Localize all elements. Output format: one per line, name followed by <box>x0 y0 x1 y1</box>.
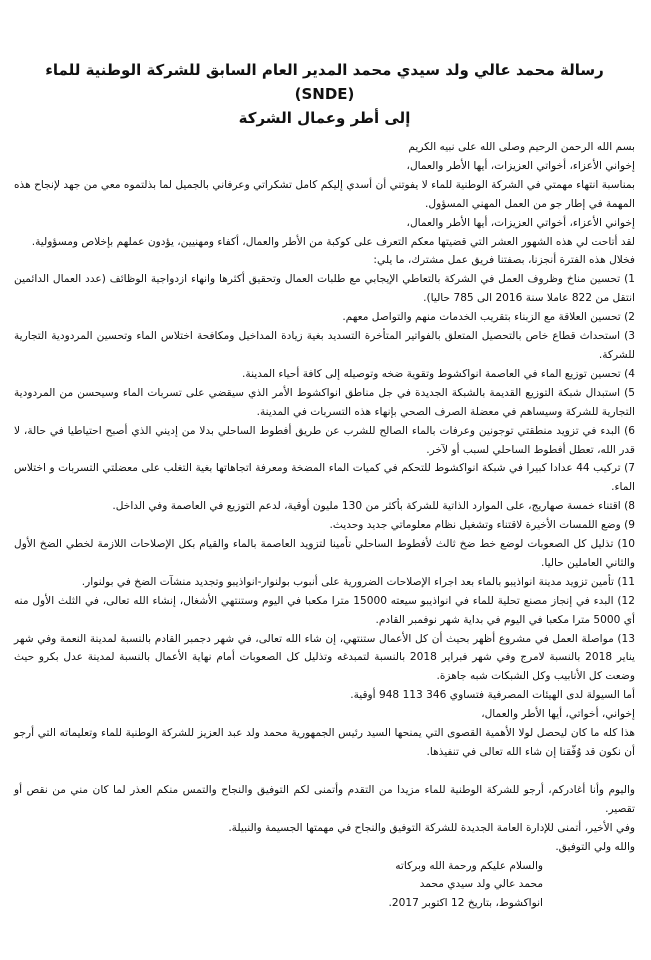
greeting-line: إخواني الأعزاء، أخواتي العزيزات، أيها الأطر والعمال، <box>406 159 635 172</box>
closing-prayer: والله ولي التوفيق. <box>555 840 635 853</box>
achievement-item: 9) وضع اللمسات الأخيرة لاقتناء وتشغيل نظام معلوماتي جديد وحديث. <box>329 519 635 532</box>
achievement-item: 5) استبدال شبكة التوزيع القديمة بالشبكة الجديدة في جل مناطق انواكشوط الأمر الذي سيقضي على تسربات الماء وسيحسن من المردودية التجارية للشركة وسيساهم في معضلة الصرف الصحي بإنهاء هذه التسربات في المدينة. <box>14 386 635 418</box>
achievement-item: 7) تركيب 44 عدادا كبيرا في شبكة انواكشوط للتحكم في كميات الماء المضخة ومعرفة اتجاهاتها بغية التغلب على معضلتي التسربات و اختلاس الماء. <box>14 462 635 494</box>
letter-subtitle: إلى أطر وعمال الشركة <box>238 109 411 127</box>
achievement-item: 2) تحسين العلاقة مع الزبناء بتقريب الخدمات منهم والتواصل معهم. <box>342 311 635 324</box>
closing-salutation: والسلام عليكم ورحمة الله وبركاته <box>395 859 543 872</box>
letter-title: رسالة محمد عالي ولد سيدي محمد المدير العام السابق للشركة الوطنية للماء (SNDE) <box>45 61 604 103</box>
intro-paragraph: لقد أتاحت لي هذه الشهور العشر التي قضيتها معكم التعرف على كوكبة من الأطر والعمال، أكفاء ومهنيين، يؤدون عملهم بإخلاص ومسؤولية. <box>31 235 635 248</box>
signature-name: محمد عالي ولد سيدي محمد <box>419 878 543 891</box>
achievement-item: 11) تأمين تزويد مدينة انواذيبو بالماء بعد اجراء الإصلاحات الضرورية على أنبوب بولنوار-انواذيبو وتجديد منشآت الضخ في بولنوار. <box>81 575 635 588</box>
achievement-item: 8) اقتناء خمسة صهاريج، على الموارد الذاتية للشركة بأكثر من 130 مليون أوقية، لدعم التوزيع في العاصمة وفي الداخل. <box>112 500 635 513</box>
place-date: انواكشوط، بتاريخ 12 اكتوبر 2017. <box>388 897 543 910</box>
letter-body <box>14 138 635 857</box>
achievements-lead: فخلال هذه الفترة أنجزنا، بصفتنا فريق عمل مشترك، ما يلي: <box>373 254 635 267</box>
wishes-paragraph: وفي الأخير، أتمنى للإدارة العامة الجديدة للشركة التوفيق والنجاح في مهمتها الجسيمة والنبيلة. <box>228 821 635 834</box>
thanks-paragraph: بمناسبة انتهاء مهمتي في الشركة الوطنية للماء لا يفوتني أن أسدي إليكم كامل تشكراتي وعرفاني بالجميل لما بذلتموه معي من جهد لإنجاح هذه المهمة في إطار جو من العمل المهني المسؤول. <box>14 178 635 210</box>
achievement-item: 3) استحداث قطاع خاص بالتحصيل المتعلق بالفواتير المتأخرة التسديد بغية زيادة المداخيل ومكافحة اختلاس الماء وتحسين المردودية التجارية للشركة. <box>14 330 635 361</box>
achievement-item: 1) تحسين مناخ وظروف العمل في الشركة بالتعاطي الإيجابي مع طلبات العمال وتحقيق أكثرها وانهاء ازدواجية الوظائف (عدد العمال الدائمين انتقل من 822 عاملا سنة 2016 الى 785 حاليا). <box>14 273 635 305</box>
achievement-item: 10) تذليل كل الصعوبات لوضع خط ضخ ثالث لأفطوط الساحلي تأمينا لتزويد العاصمة بالماء والقيام بكل الإصلاحات اللازمة لخطي الضخ الأول والثاني العاملين حاليا. <box>14 538 635 569</box>
basmala-line: بسم الله الرحمن الرحيم وصلى الله على نبيه الكريم <box>408 141 635 153</box>
greeting-line: إخواني الأعزاء، أخواتي العزيزات، أيها الأطر والعمال، <box>406 216 635 229</box>
farewell-paragraph: واليوم وأنا أغادركم، أرجو للشركة الوطنية للماء مزيدا من التقدم وأتمنى لكم التوفيق والنجاح والتمس منكم العذر لما كان مني من نقص أو تقصير. <box>14 783 635 815</box>
acknowledgement-paragraph: هذا كله ما كان ليحصل لولا الأهمية القصوى التي يمنحها السيد رئيس الجمهورية محمد ولد عبد العزيز للشركة الوطنية للماء وتعليماته التي أرجو أن نكون قد وُفّقنا إن شاء الله تعالى في تنفيذها. <box>14 727 635 758</box>
achievement-item: 6) البدء في تزويد منطقتي توجونين وعرفات بالماء الصالح للشرب عن طريق أفطوط الساحلي بدلا من إديني الذي أصبح احتياطيا في حالة، لا قدر الله، تعطل أفطوط الساحلي لسبب أو لآخر. <box>14 424 635 456</box>
liquidity-line: أما السيولة لدى الهيئات المصرفية فتساوي 346 113 948 أوقية. <box>350 689 635 702</box>
achievement-item: 13) مواصلة العمل في مشروع أظهر بحيث أن كل الأعمال ستنتهي، إن شاء الله تعالى، في شهر دجمبر القادم بالنسبة لمدينة النعمة وفي شهر يناير 2018 بالنسبة لامرج وفي شهر فبراير 2018 بالنسبة لتمبدغه وتذليل كل الصعوبات أمام نهاية الأعمال بالنسبة لمدينة عدل بكرو حيث وضعت كل الأنابيب وكل الشبكات شبه جاهزة. <box>14 632 635 683</box>
paragraph-spacer <box>14 762 635 781</box>
achievement-item: 12) البدء في إنجاز مصنع تحلية للماء في انواذيبو سيعته 15000 مترا مكعبا في اليوم وستنتهي الأشغال، إنشاء الله تعالى، في الثلث الأول منه أي 5000 مترا مكعبا في اليوم في بداية شهر نوفمبر القادم. <box>14 594 635 626</box>
achievement-item: 4) تحسين توزيع الماء في العاصمة انواكشوط وتقوية ضخه وتوصيله إلى كافة أحياء المدينة. <box>242 367 635 380</box>
greeting-line: إخواني، أخواتي، أيها الأطر والعمال، <box>481 708 635 721</box>
